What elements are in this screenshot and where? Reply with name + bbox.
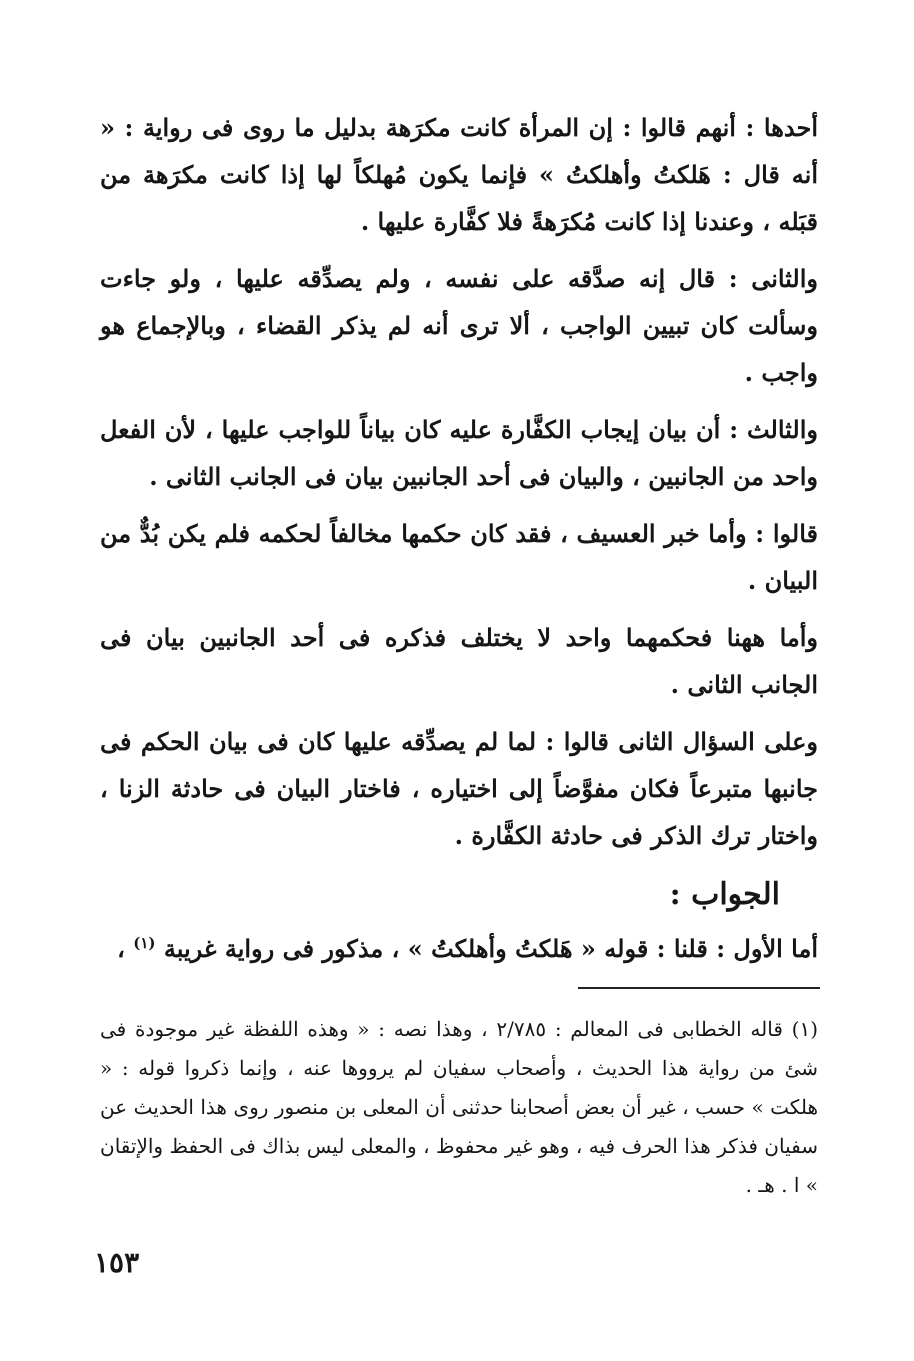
paragraph-asif-report: قالوا : وأما خبر العسيف ، فقد كان حكمها مخالفاً لحكمه فلم يكن بُدٌّ من البيان . bbox=[100, 519, 818, 595]
paragraph-first-objection: أحدها : أنهم قالوا : إن المرأة كانت مكرَهة بدليل ما روى فى رواية : « أنه قال : هَلكتُ وأهلكتُ » فإنما يكون مُهلكاً لها إذا كانت مكرَهة من قبَله ، وعندنا إذا كانت مُكرَهةً فلا كفَّارة عليها . bbox=[100, 113, 818, 236]
paragraph-same-ruling: وأما ههنا فحكمهما واحد لا يختلف فذكره فى أحد الجانبين بيان فى الجانب الثانى . bbox=[100, 623, 818, 699]
paragraph-second-objection: والثانى : قال إنه صدَّقه على نفسه ، ولم يصدِّقه عليها ، ولو جاءت وسألت كان تبيين الواجب ، ألا ترى أنه لم يذكر القضاء ، وبالإجماع هو واجب . bbox=[100, 264, 818, 387]
paragraph-third-objection: والثالث : أن بيان إيجاب الكفَّارة عليه كان بياناً للواجب عليها ، لأن الفعل واحد من الجانبين ، والبيان فى أحد الجانبين بيان فى الجانب الثانى . bbox=[100, 415, 818, 491]
paragraph-second-question: وعلى السؤال الثانى قالوا : لما لم يصدِّقه عليها كان فى بيان الحكم فى جانبها متبرعاً فكان مفوَّضاً إلى اختياره ، فاختار البيان فى حادثة الزنا ، واختار ترك الذكر فى حادثة الكفَّارة . bbox=[100, 727, 818, 850]
answer-paragraph bbox=[100, 925, 818, 972]
footnote bbox=[100, 1010, 818, 1205]
answer-trailing-punctuation: ، bbox=[117, 934, 134, 963]
answer-text: أما الأول : قلنا : قوله « هَلكتُ وأهلكتُ » ، مذكور فى رواية غريبة bbox=[163, 934, 818, 963]
footnote-divider bbox=[578, 987, 820, 989]
footnote-reference: (١) bbox=[133, 934, 156, 952]
main-text-body bbox=[100, 104, 818, 982]
answer-heading: الجواب : bbox=[669, 877, 780, 912]
footnote-text: (١) قاله الخطابى فى المعالم : ٢/٧٨٥ ، وهذا نصه : « وهذه اللفظة غير موجودة فى شئ من رواية هذا الحديث ، وأصحاب سفيان لم يرووها عنه ، وإنما ذكروا قوله : « هلكت » حسب ، غير أن بعض أصحابنا حدثنى أن المعلى بن منصور روى هذا الحديث عن سفيان فذكر هذا الحرف فيه ، وهو غير محفوظ ، والمعلى ليس بذاك فى الحفظ والإتقان » ا . هـ . bbox=[100, 1017, 819, 1197]
page-number: ١٥٣ bbox=[94, 1246, 140, 1279]
